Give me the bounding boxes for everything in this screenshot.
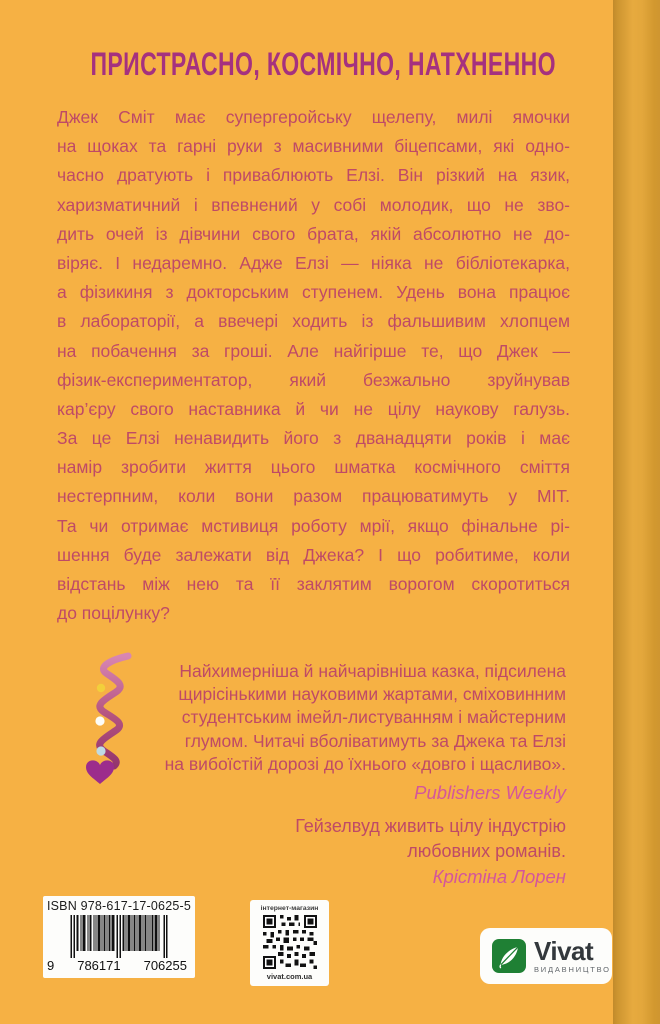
synopsis-line: Джек Сміт має супергеройську щелепу, милі ямочки [57, 107, 570, 127]
synopsis-line: шення буде залежати від Джека? І що робитиме, коли [57, 544, 570, 565]
spine-fold-shading [613, 0, 660, 1024]
review-quote-2 [136, 814, 566, 864]
isbn-label: ISBN 978-617-17-0625-5 [46, 899, 192, 913]
barcode-digit-left: 9 [47, 958, 55, 973]
quote-line: Гейзелвуд живить цілу індустрію [295, 816, 566, 836]
synopsis-line: часно дратують і приваблюють Елзі. Він різкий на язик, [57, 165, 570, 186]
synopsis-line: в лабораторії, а ввечері ходить із фальшивим хлопцем [57, 311, 570, 332]
quote-attribution-1: Publishers Weekly [414, 782, 566, 803]
synopsis-paragraph [57, 103, 570, 628]
synopsis-line: відстань між нею та її заклятим ворогом скоротиться [57, 574, 570, 594]
synopsis-line: на щоках та гарні руки з масивними біцепсами, які одно- [57, 136, 570, 157]
synopsis-line: Та чи отримає мстивиця роботу мрії, якщо фінальне рі- [57, 515, 570, 536]
quote-line: щирісінькими науковими жартами, сміховинним [178, 684, 566, 705]
qr-panel [250, 900, 329, 986]
quote-line: на вибоїстій дорозі до їхнього «довго і щасливо». [164, 753, 566, 774]
synopsis-line: фізик-експериментатор, який безжально зруйнував [57, 369, 570, 390]
quote-attribution-2: Крістіна Лорен [432, 866, 566, 887]
publisher-leaf-badge [492, 939, 526, 973]
publisher-name: Vivat [534, 936, 594, 967]
tagline [0, 46, 613, 83]
synopsis-line: кар’єру свого наставника й чи не цілу наукову галузь. [57, 398, 570, 419]
quote-line: любовних романів. [407, 841, 566, 861]
publisher-subtitle: ВИДАВНИЦТВО [534, 965, 611, 975]
leaf-icon [496, 943, 522, 969]
publisher-logo [480, 928, 612, 984]
qr-url-label: vivat.com.ua [266, 972, 313, 981]
barcode-digit-group: 706255 [143, 958, 187, 973]
synopsis-line: віряє. І недаремно. Адже Елзі — ніяка не бібліотекарка, [57, 252, 570, 273]
synopsis-line: до поцілунку? [57, 603, 170, 624]
synopsis-line: дить очей із дівчини свого брата, якій абсолютно не до- [57, 223, 570, 244]
blue-bead [96, 746, 105, 755]
spiral-heart-icon [82, 652, 142, 792]
review-quote-1 [136, 660, 566, 776]
quote-line: глумом. Читачі вболіватимуть за Джека та Елзі [184, 730, 566, 751]
publisher-text [534, 938, 611, 974]
qr-top-label: інтернет-магазин [260, 905, 319, 912]
isbn-barcode-panel [43, 896, 195, 978]
barcode-digits [43, 958, 195, 973]
synopsis-line: нестерпним, коли вони разом працюватимуть у МІТ. [57, 486, 570, 507]
white-bead [95, 716, 104, 725]
quote-line: Найхимерніша й найчарівніша казка, підсилена [179, 661, 566, 681]
synopsis-line: харизматичний і впевнений у собі молодик, що не зво- [57, 194, 570, 215]
heart-icon [86, 760, 114, 784]
synopsis-line: За це Елзі ненавидить його з дванадцяти років і має [57, 428, 570, 449]
synopsis-line: на побачення за гроші. Але найгірше те, що Джек — [57, 340, 570, 361]
tagline-text: ПРИСТРАСНО, КОСМІЧНО, НАТХНЕННО [90, 46, 556, 82]
quote-line: студентським імейл-листуванням і майстерним [181, 707, 566, 728]
barcode-icon [50, 915, 188, 959]
qr-code-icon [263, 915, 317, 969]
synopsis-line: а фізикиня з докторським ступенем. Удень вона працює [57, 282, 570, 303]
synopsis-line: намір зробити життя цього шматка космічного сміття [57, 457, 570, 478]
yellow-bead [97, 684, 105, 692]
barcode-digit-group: 786171 [77, 958, 121, 973]
